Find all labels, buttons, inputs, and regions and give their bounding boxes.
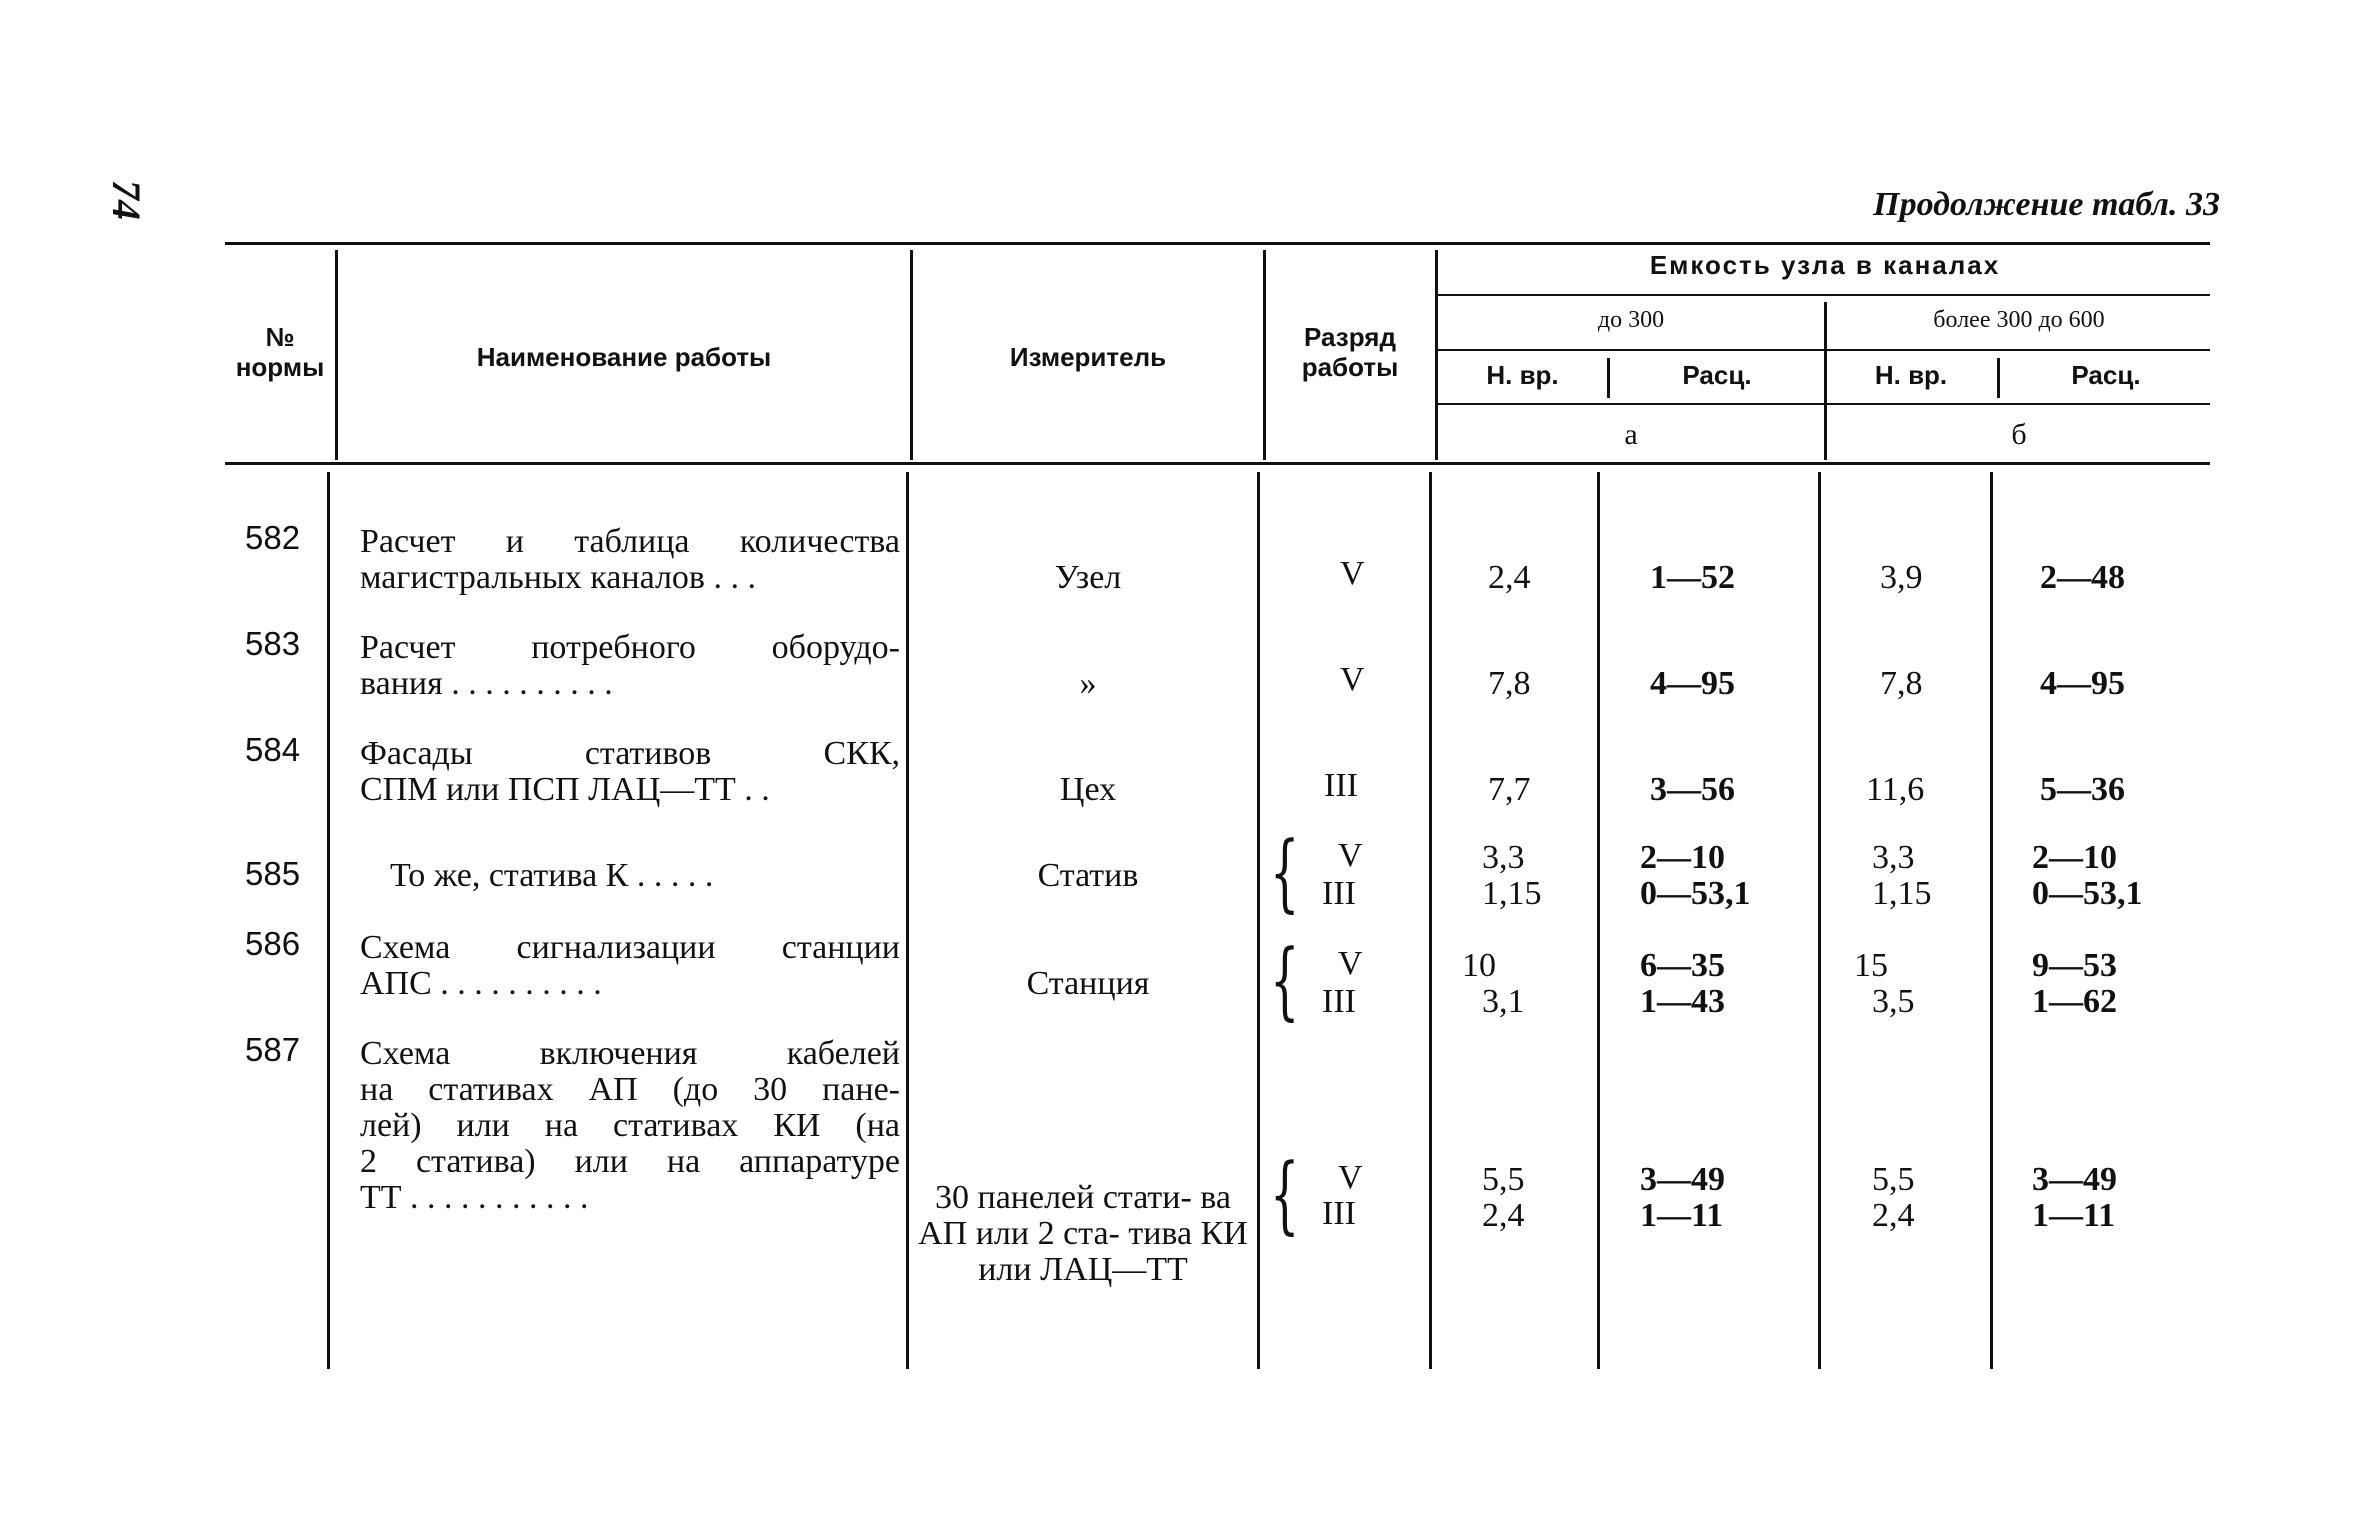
norm-number: 586 <box>245 925 301 962</box>
header-group-a: до 300 <box>1597 307 1665 333</box>
a-rate: 4—95 <box>1650 665 1735 702</box>
header-group-b: более 300 до 600 <box>1933 307 2105 333</box>
header-index-b: б <box>2011 418 2027 451</box>
norm-number: 585 <box>245 855 301 892</box>
b-time: 1,15 <box>1872 875 1932 912</box>
column-divider <box>1429 472 1432 1369</box>
header-grade: Разряд работы <box>1301 322 1399 382</box>
header-divider <box>1824 302 1827 460</box>
header-divider <box>910 250 913 460</box>
a-time: 3,3 <box>1482 839 1525 876</box>
a-rate: 3—49 <box>1640 1161 1725 1198</box>
brace-icon: { <box>1270 823 1300 921</box>
unit: Статив <box>1037 857 1139 894</box>
work-name: То же, статива К . . . . . <box>390 857 714 894</box>
a-time: 7,8 <box>1488 665 1531 702</box>
b-rate: 1—11 <box>2032 1197 2116 1234</box>
unit: 30 панелей стати- ва АП или 2 ста- тива КИ или ЛАЦ—ТТ <box>918 1179 1248 1288</box>
b-rate: 2—48 <box>2040 559 2125 596</box>
norm-number: 587 <box>245 1031 301 1068</box>
column-divider <box>1597 472 1600 1369</box>
a-rate: 2—10 <box>1640 839 1725 876</box>
header-divider <box>1263 250 1266 460</box>
grade: III <box>1324 767 1358 804</box>
a-time: 2,4 <box>1482 1197 1525 1234</box>
header-divider <box>1607 358 1610 398</box>
a-rate: 1—43 <box>1640 983 1725 1020</box>
b-time: 3,9 <box>1880 559 1923 596</box>
brace-icon: { <box>1270 931 1300 1029</box>
a-time: 10 <box>1462 947 1496 984</box>
header-a-rate: Расц. <box>1682 360 1752 390</box>
a-time: 5,5 <box>1482 1161 1525 1198</box>
work-name: Фасады стативов СКК, СПМ или ПСП ЛАЦ—ТТ . . <box>360 735 900 808</box>
b-rate: 2—10 <box>2032 839 2117 876</box>
unit: Станция <box>1026 965 1150 1002</box>
work-name: Расчет потребного оборудо- вания . . . . . . . . . . <box>360 629 900 702</box>
b-rate: 3—49 <box>2032 1161 2117 1198</box>
b-rate: 9—53 <box>2032 947 2117 984</box>
column-divider <box>1818 472 1821 1369</box>
grade: V <box>1338 945 1363 982</box>
a-time: 3,1 <box>1482 983 1525 1020</box>
a-rate: 6—35 <box>1640 947 1725 984</box>
unit: Узел <box>1054 559 1122 596</box>
b-rate: 4—95 <box>2040 665 2125 702</box>
header-unit: Измеритель <box>1009 342 1167 372</box>
header-divider <box>1997 358 2000 398</box>
b-rate: 1—62 <box>2032 983 2117 1020</box>
grade: III <box>1322 875 1356 912</box>
b-time: 11,6 <box>1866 771 1925 808</box>
page-number: 74 <box>104 180 149 220</box>
b-time: 2,4 <box>1872 1197 1915 1234</box>
grade: V <box>1338 1159 1363 1196</box>
b-time: 7,8 <box>1880 665 1923 702</box>
unit: Цех <box>1059 771 1117 808</box>
work-name: Расчет и таблица количества магистральных каналов . . . <box>360 523 900 596</box>
a-rate: 1—11 <box>1640 1197 1724 1234</box>
b-rate: 5—36 <box>2040 771 2125 808</box>
unit: » <box>1079 665 1097 702</box>
table-caption: Продолжение табл. 33 <box>1873 186 2220 223</box>
a-time: 7,7 <box>1488 771 1531 808</box>
grade: V <box>1340 661 1365 698</box>
a-time: 1,15 <box>1482 875 1542 912</box>
a-rate: 3—56 <box>1650 771 1735 808</box>
table-top-rule <box>225 242 2210 245</box>
norm-number: 582 <box>245 519 301 556</box>
brace-icon: { <box>1270 1145 1300 1243</box>
header-index-a: а <box>1624 418 1638 451</box>
b-time: 15 <box>1854 947 1888 984</box>
header-capacity: Емкость узла в каналах <box>1649 250 2001 280</box>
b-time: 3,5 <box>1872 983 1915 1020</box>
column-divider <box>906 472 909 1369</box>
norm-number: 584 <box>245 731 301 768</box>
b-time: 3,3 <box>1872 839 1915 876</box>
column-divider <box>327 472 330 1369</box>
header-bottom-rule <box>225 462 2210 465</box>
a-time: 2,4 <box>1488 559 1531 596</box>
header-divider <box>1435 250 1438 460</box>
column-divider <box>1990 472 1993 1369</box>
grade: V <box>1338 837 1363 874</box>
header-divider <box>335 250 338 460</box>
grade: V <box>1340 555 1365 592</box>
a-rate: 1—52 <box>1650 559 1735 596</box>
b-time: 5,5 <box>1872 1161 1915 1198</box>
work-name: Схема сигнализации станции АПС . . . . . . . . . . <box>360 929 900 1002</box>
work-name: Схема включения кабелей на стативах АП (до 30 пане- лей) или на стативах КИ (на 2 статива) или на аппаратуре ТТ . . . . . . . . . . . <box>360 1035 900 1216</box>
norm-number: 583 <box>245 625 301 662</box>
header-b-time: Н. вр. <box>1874 360 1948 390</box>
capacity-rule <box>1437 294 2210 296</box>
header-norm: № нормы <box>235 322 325 382</box>
header-b-rate: Расц. <box>2071 360 2141 390</box>
grade: III <box>1322 983 1356 1020</box>
header-a-time: Н. вр. <box>1486 360 1559 390</box>
header-work: Наименование работы <box>476 342 772 372</box>
column-divider <box>1257 472 1260 1369</box>
b-rate: 0—53,1 <box>2032 875 2143 912</box>
grade: III <box>1322 1195 1356 1232</box>
a-rate: 0—53,1 <box>1640 875 1751 912</box>
